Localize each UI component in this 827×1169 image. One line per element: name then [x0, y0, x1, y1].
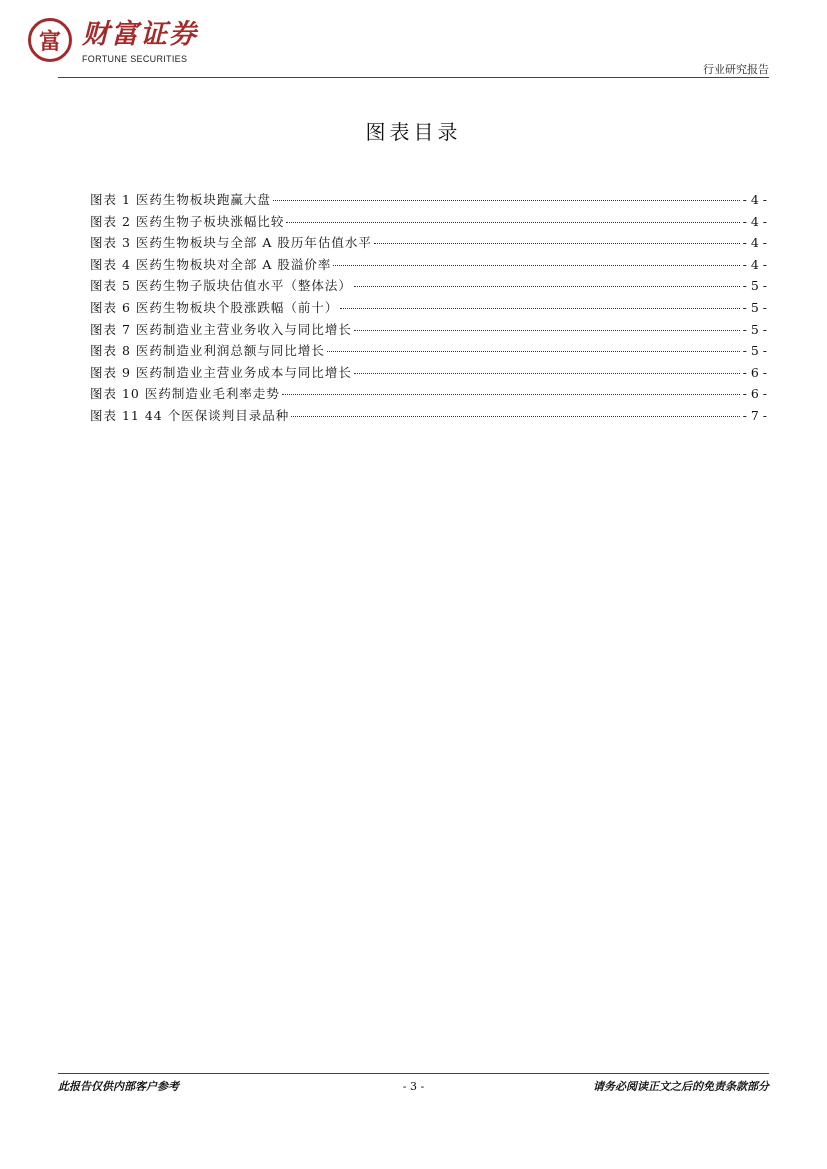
- toc-leader-dots: [340, 308, 739, 309]
- toc-leader-dots: [354, 330, 740, 331]
- toc-entry-label: 图表 1 医药生物板块跑赢大盘: [90, 192, 271, 207]
- toc-leader-dots: [354, 286, 740, 287]
- toc-leader-dots: [286, 222, 739, 223]
- toc-entry[interactable]: [90, 319, 767, 341]
- toc-entry[interactable]: [90, 275, 767, 297]
- toc-entry[interactable]: [90, 297, 767, 319]
- toc-entry[interactable]: [90, 254, 767, 276]
- page-title: 图表目录: [365, 120, 462, 144]
- toc-entry-page: - 7 -: [742, 407, 767, 423]
- toc-entry[interactable]: [90, 383, 767, 405]
- toc-entry-page: - 6 -: [742, 386, 767, 402]
- page-number: - 3 -: [402, 1080, 425, 1093]
- toc-entry-label: 图表 5 医药生物子版块估值水平（整体法）: [90, 278, 352, 294]
- company-name-cn: 财富证券: [82, 19, 198, 50]
- toc-entry-label: 图表 3 医药生物板块与全部 A 股历年估值水平: [90, 235, 372, 251]
- toc-entry[interactable]: [90, 189, 767, 211]
- toc-list: [90, 189, 767, 427]
- toc-leader-dots: [327, 351, 740, 352]
- toc-entry-page: - 4 -: [742, 256, 767, 272]
- toc-leader-dots: [333, 265, 739, 266]
- toc-entry-label: 图表 8 医药制造业利润总额与同比增长: [90, 343, 325, 359]
- toc-entry-page: - 4 -: [742, 213, 767, 229]
- toc-entry[interactable]: [90, 405, 767, 427]
- page-header: [0, 0, 827, 80]
- footer-divider: [58, 1073, 769, 1074]
- toc-entry-label: 图表 11 44 个医保谈判目录品种: [90, 407, 290, 423]
- toc-entry[interactable]: [90, 211, 767, 233]
- toc-leader-dots: [273, 200, 740, 201]
- toc-entry[interactable]: [90, 232, 767, 254]
- company-logo-icon: [28, 18, 72, 62]
- toc-entry-page: - 5 -: [742, 278, 767, 294]
- toc-entry-label: 图表 2 医药生物子板块涨幅比较: [90, 213, 285, 229]
- toc-entry-label: 图表 6 医药生物板块个股涨跌幅（前十）: [90, 299, 339, 315]
- toc-leader-dots: [374, 243, 740, 244]
- header-divider: [58, 77, 769, 78]
- report-type: 行业研究报告: [703, 63, 769, 76]
- toc-entry-page: - 4 -: [742, 235, 767, 251]
- toc-leader-dots: [282, 394, 740, 395]
- toc-entry-page: - 4 -: [742, 192, 767, 207]
- toc-entry-page: - 5 -: [742, 343, 767, 359]
- logo-glyph: 富: [38, 28, 61, 55]
- footer-disclaimer-right: 请务必阅读正文之后的免责条款部分: [593, 1080, 769, 1093]
- toc-entry-page: - 5 -: [742, 299, 767, 315]
- company-name-en: FORTUNE SECURITIES: [82, 54, 188, 64]
- footer-disclaimer-left: 此报告仅供内部客户参考: [58, 1080, 179, 1093]
- toc-entry[interactable]: [90, 362, 767, 384]
- toc-leader-dots: [291, 416, 739, 417]
- toc-entry-label: 图表 7 医药制造业主营业务收入与同比增长: [90, 321, 352, 337]
- toc-entry-page: - 6 -: [742, 364, 767, 380]
- toc-entry-page: - 5 -: [742, 321, 767, 337]
- toc-leader-dots: [354, 373, 740, 374]
- toc-entry-label: 图表 10 医药制造业毛利率走势: [90, 386, 280, 402]
- toc-entry-label: 图表 9 医药制造业主营业务成本与同比增长: [90, 364, 352, 380]
- toc-entry[interactable]: [90, 340, 767, 362]
- toc-entry-label: 图表 4 医药生物板块对全部 A 股溢价率: [90, 256, 332, 272]
